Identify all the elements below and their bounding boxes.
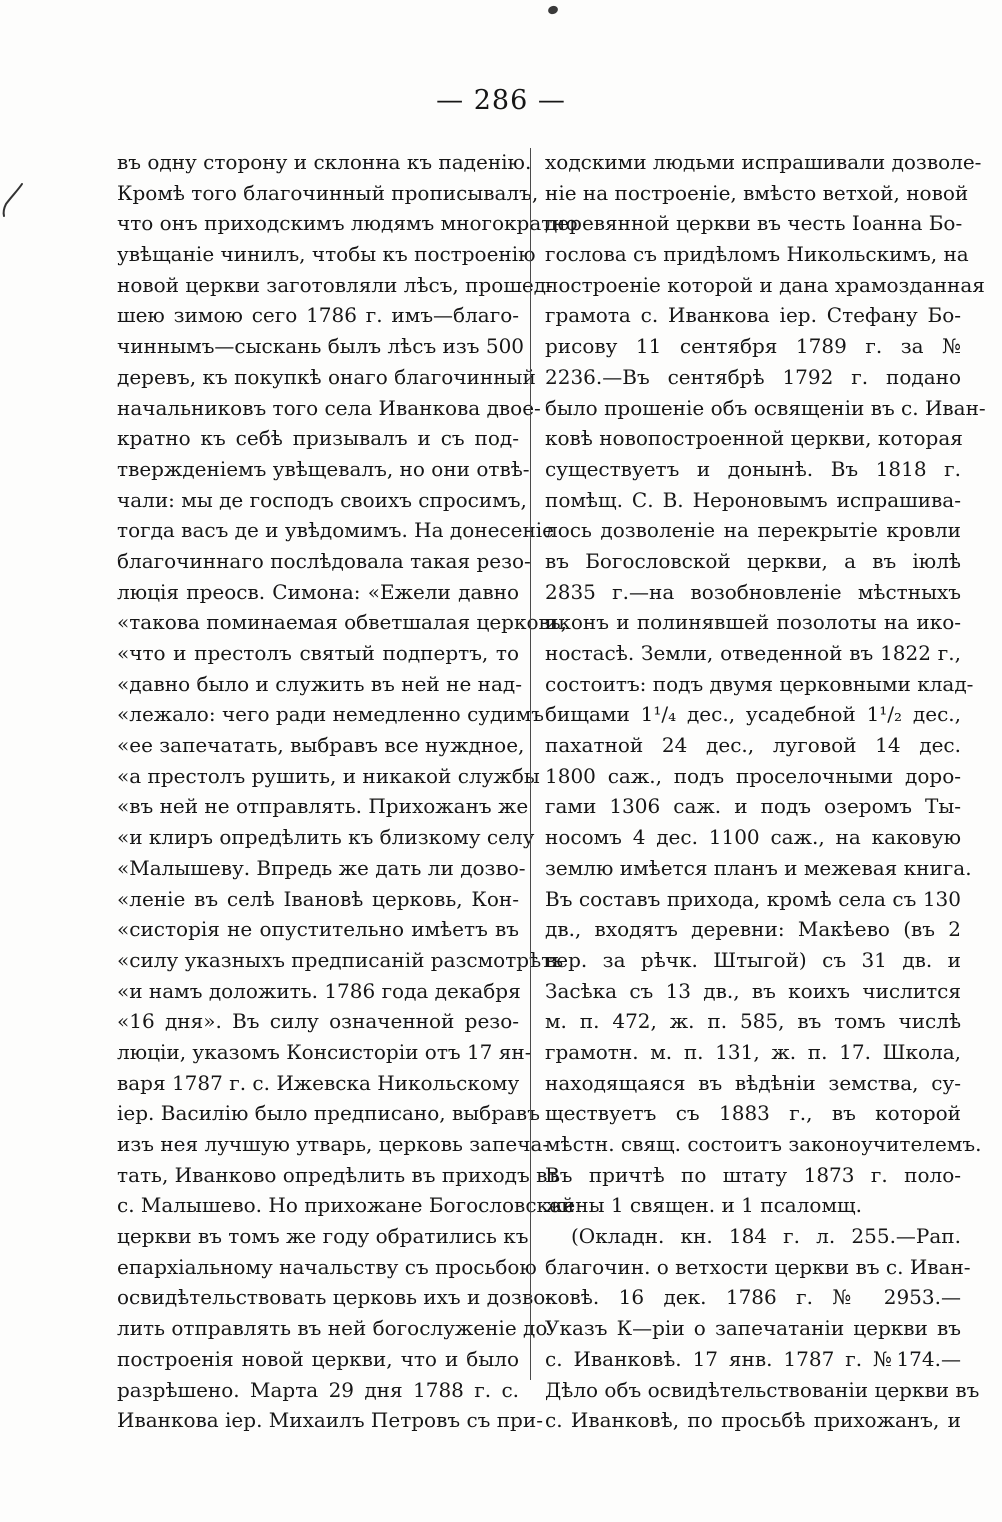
text-line: въ одну сторону и склонна къ паденію. — [117, 150, 532, 174]
text-line: деревъ, къ покупкѣ онаго благочинный — [117, 364, 536, 389]
right-column — [545, 147, 986, 1436]
text-line: епархіальному начальству съ просьбою — [117, 1254, 537, 1279]
text-line: изъ нея лучшую утварь, церковь запеча- — [117, 1132, 550, 1156]
text-line: ніе на построеніе, вмѣсто ветхой, новой — [545, 180, 969, 205]
text-line: с. Малышево. Но прихожане Богословской — [117, 1193, 575, 1218]
text-line: твержденіемъ увѣщевалъ, но они отвѣ- — [117, 456, 530, 481]
page-number: — 286 — — [436, 85, 566, 116]
text-line: Въ причтѣ по штату 1873 г. поло- — [545, 1162, 961, 1187]
text-line: тать, Иванково опредѣлить въ приходъ въ — [117, 1162, 561, 1187]
text-line: было прошеніе объ освященіи въ с. Иван- — [545, 395, 986, 420]
text-line: «давно было и служить въ ней не над- — [117, 671, 522, 696]
text-line: люціи, указомъ Консисторіи отъ 17 ян- — [117, 1039, 532, 1064]
text-line: шею зимою сего 1786 г. имъ—благо- — [117, 303, 519, 328]
text-line: ковѣ новопостроенной церкви, которая — [545, 426, 963, 451]
text-line: Въ составъ прихода, кромѣ села съ 130 — [545, 886, 961, 911]
text-line: с. Иванковѣ. 17 янв. 1787 г. №174.— — [545, 1346, 961, 1371]
text-line: гами 1306 саж. и подъ озеромъ Ты- — [545, 794, 961, 819]
text-line: Кромѣ того благочинный прописывалъ, — [117, 180, 539, 205]
text-line: Засѣка съ 13 дв., въ коихъ числится — [545, 978, 961, 1003]
ink-speck — [547, 5, 559, 16]
text-line: варя 1787 г. с. Ижевска Никольскому — [117, 1070, 520, 1095]
text-line: ностасѣ. Земли, отведенной въ 1822 г., — [545, 641, 961, 665]
text-line: носомъ 4 дес. 1100 саж., на каковую — [545, 825, 961, 850]
text-line: лось дозволеніе на перекрытіе кровли — [545, 518, 961, 543]
text-line: гослова съ придѣломъ Никольскимъ, на — [545, 242, 969, 267]
text-line: начальниковъ того села Иванкова двое- — [117, 395, 541, 420]
text-line: церкви въ томъ же году обратились къ — [117, 1224, 529, 1249]
text-line: грамота с. Иванкова іер. Стефану Бо- — [545, 303, 961, 328]
text-line: иконъ и полинявшей позолоты на ико- — [545, 610, 961, 635]
text-line: «что и престолъ святый подпертъ, то — [117, 641, 519, 665]
text-line: благочин. о ветхости церкви въ с. Иван- — [545, 1254, 971, 1279]
text-line: ковѣ. 16 дек. 1786 г. № 2953.— — [545, 1285, 961, 1310]
text-line: разрѣшено. Марта 29 дня 1788 г. с. — [117, 1377, 519, 1402]
text-line: въ Богословской церкви, а въ іюлѣ — [545, 548, 961, 573]
text-line: «и намъ доложить. 1786 года декабря — [117, 978, 521, 1003]
text-line: «въ ней не отправлять. Прихожанъ же — [117, 794, 529, 819]
text-line: іер. Василію было предписано, выбравъ — [117, 1101, 540, 1126]
text-line: «такова поминаемая обветшалая церковь, — [117, 610, 568, 635]
text-line: Иванкова іер. Михаилъ Петровъ съ при- — [117, 1408, 543, 1433]
text-line: мѣстн. свящ. состоитъ законоучителемъ. — [545, 1132, 982, 1156]
text-line: освидѣтельствовать церковь ихъ и дозво- — [117, 1285, 553, 1310]
text-line: увѣщаніе чинилъ, чтобы къ построенію — [117, 242, 536, 267]
text-line: 1800 саж., подъ проселочными доро- — [545, 763, 961, 788]
text-line: 2835 г.—на возобновленіе мѣстныхъ — [545, 579, 961, 604]
text-line: грамотн. м. п. 131, ж. п. 17. Школа, — [545, 1039, 961, 1064]
text-line: жены 1 священ. и 1 псаломщ. — [545, 1193, 862, 1218]
text-line: лить отправлять въ ней богослуженіе до — [117, 1316, 548, 1341]
text-line: землю имѣется планъ и межевая книга. — [545, 855, 972, 880]
text-line: «Малышеву. Впредь же дать ли дозво- — [117, 855, 526, 880]
text-line: ществуетъ съ 1883 г., въ которой — [545, 1101, 961, 1126]
text-line: м. п. 472, ж. п. 585, въ томъ числѣ — [545, 1009, 961, 1034]
text-line: пахатной 24 дес., луговой 14 дес. — [545, 733, 961, 758]
text-line: «лежало: чего ради немедленно судимъ — [117, 702, 544, 727]
text-line: «силу указныхъ предписаній разсмотрѣть — [117, 947, 564, 972]
text-line: чали: мы де господъ своихъ спросимъ, — [117, 487, 527, 512]
text-line: построеніе которой и дана храмозданная — [545, 272, 985, 297]
text-line: Дѣло объ освидѣтельствованіи церкви въ — [545, 1377, 980, 1402]
text-line: с. Иванковѣ, по просьбѣ прихожанъ, и — [545, 1408, 961, 1433]
text-line: (Окладн. кн. 184 г. л. 255.—Рап. — [571, 1224, 961, 1249]
text-line: «леніе въ селѣ Івановѣ церковь, Кон- — [117, 886, 519, 911]
text-line: состоитъ: подъ двумя церковными клад- — [545, 671, 974, 696]
text-line: 2236.—Въ сентябрѣ 1792 г. подано — [545, 364, 961, 389]
text-line: благочиннаго послѣдовала такая резо- — [117, 548, 531, 573]
text-line: «а престолъ рушить, и никакой службы — [117, 763, 540, 788]
text-line: бищами 1¹/₄ дес., усадебной 1¹/₂ дес., — [545, 702, 961, 727]
text-line: «и клиръ опредѣлить къ близкому селу — [117, 825, 535, 850]
text-line: помѣщ. С. В. Нероновымъ испрашива- — [545, 487, 961, 512]
text-line: существуетъ и донынѣ. Въ 1818 г. — [545, 456, 961, 481]
text-line: «систорія не опустительно имѣетъ въ — [117, 917, 519, 942]
text-line: рисову 11 сентября 1789 г. за № — [545, 334, 961, 359]
text-line: находящаяся въ вѣдѣніи земства, су- — [545, 1070, 961, 1095]
text-line: чиннымъ—сыскань былъ лѣсъ изъ 500 — [117, 334, 525, 359]
text-line: Указъ К—ріи о запечатаніи церкви въ — [545, 1316, 961, 1341]
left-column — [117, 147, 578, 1436]
margin-pencil-mark — [0, 182, 30, 218]
text-line: люція преосв. Симона: «Ежели давно — [117, 579, 519, 604]
text-line: «16 дня». Въ силу означенной резо- — [117, 1009, 519, 1034]
text-line: деревянной церкви въ честь Іоанна Бо- — [545, 211, 963, 236]
text-line: что онъ приходскимъ людямъ многократно — [117, 211, 578, 236]
text-line: новой церкви заготовляли лѣсъ, прошед- — [117, 272, 553, 297]
column-divider — [530, 148, 531, 1380]
text-line: вер. за рѣчк. Штыгой) съ 31 дв. и — [545, 947, 961, 972]
text-line: кратно къ себѣ призывалъ и съ под- — [117, 426, 519, 451]
text-line: дв., входятъ деревни: Макѣево (въ 2 — [545, 917, 961, 942]
text-line: «ее запечатать, выбравъ все нуждное, — [117, 733, 525, 758]
text-line: тогда васъ де и увѣдомимъ. На донесеніе — [117, 518, 555, 543]
text-line: построенія новой церкви, что и было — [117, 1346, 519, 1371]
text-line: ходскими людьми испрашивали дозволе- — [545, 150, 982, 174]
